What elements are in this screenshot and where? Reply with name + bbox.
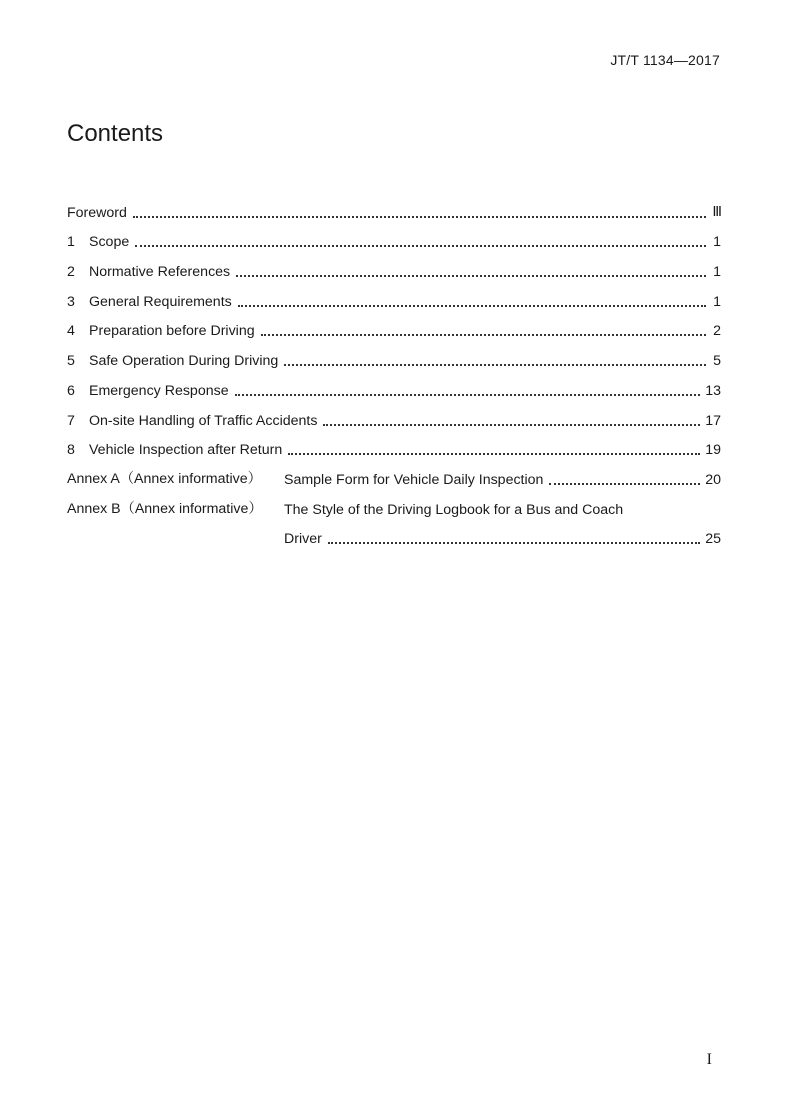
toc-section-number: 2 — [67, 264, 75, 281]
toc-page-number: 17 — [705, 412, 721, 429]
toc-entry-section[interactable] — [67, 280, 721, 310]
toc-entry-annex-b[interactable] — [67, 488, 721, 518]
dot-leader — [135, 244, 706, 247]
dot-leader — [261, 333, 706, 336]
toc-section-number: 4 — [67, 323, 75, 340]
toc-title: Scope — [89, 234, 130, 251]
dot-leader — [284, 363, 706, 366]
toc-entry-foreword[interactable] — [67, 191, 721, 221]
dot-leader — [235, 393, 701, 396]
toc-page-number: 1 — [713, 264, 721, 281]
toc-entry-section[interactable] — [67, 310, 721, 340]
dot-leader — [549, 482, 700, 485]
page-title: Contents — [67, 120, 164, 147]
toc-section-number: 6 — [67, 382, 75, 399]
toc-title: Emergency Response — [89, 382, 229, 399]
dot-leader — [288, 452, 700, 455]
dot-leader — [133, 215, 706, 218]
toc-page-number: 5 — [713, 353, 721, 370]
page-number: I — [706, 1051, 712, 1068]
toc-title: Foreword — [67, 204, 127, 221]
toc-section-number: 5 — [67, 353, 75, 370]
toc-entry-section[interactable] — [67, 369, 721, 399]
toc-title-continued: Driver — [284, 531, 322, 548]
toc-entry-section[interactable] — [67, 250, 721, 280]
toc-title: On-site Handling of Traffic Accidents — [89, 412, 318, 429]
toc-title: General Requirements — [89, 293, 232, 310]
toc-page-number: 13 — [705, 382, 721, 399]
toc-entry-section[interactable] — [67, 221, 721, 251]
dot-leader — [238, 304, 706, 307]
toc-page-number: Ⅲ — [712, 204, 721, 220]
toc-page-number: 1 — [713, 234, 721, 251]
toc-title: Preparation before Driving — [89, 323, 255, 340]
toc-title: Vehicle Inspection after Return — [89, 442, 283, 459]
dot-leader — [236, 274, 706, 277]
toc-title: Safe Operation During Driving — [89, 353, 279, 370]
toc-page-number: 2 — [713, 323, 721, 340]
toc-entry-section[interactable] — [67, 399, 721, 429]
toc-page-number: 25 — [705, 531, 721, 548]
document-code: JT/T 1134—2017 — [610, 52, 720, 68]
toc-entry-section[interactable] — [67, 429, 721, 459]
toc-entry-section[interactable] — [67, 339, 721, 369]
toc-page-number: 19 — [705, 442, 721, 459]
toc-page-number: 20 — [705, 471, 721, 488]
toc-section-number: 7 — [67, 412, 75, 429]
dot-leader — [328, 541, 700, 544]
toc-section-number: 1 — [67, 234, 75, 251]
toc-title: Normative References — [89, 264, 231, 281]
toc-title: The Style of the Driving Logbook for a Bus and Coach — [284, 501, 624, 518]
toc-entry-annex-b-continued[interactable] — [67, 518, 721, 548]
toc-entry-annex-a[interactable] — [67, 458, 721, 488]
toc-section-number: 3 — [67, 293, 75, 310]
toc-title: Sample Form for Vehicle Daily Inspection — [284, 471, 544, 488]
table-of-contents — [67, 191, 721, 547]
annex-label: Annex B（Annex informative） — [67, 500, 263, 517]
dot-leader — [323, 423, 700, 426]
toc-section-number: 8 — [67, 442, 75, 459]
annex-label: Annex A（Annex informative） — [67, 470, 262, 487]
toc-page-number: 1 — [713, 293, 721, 310]
